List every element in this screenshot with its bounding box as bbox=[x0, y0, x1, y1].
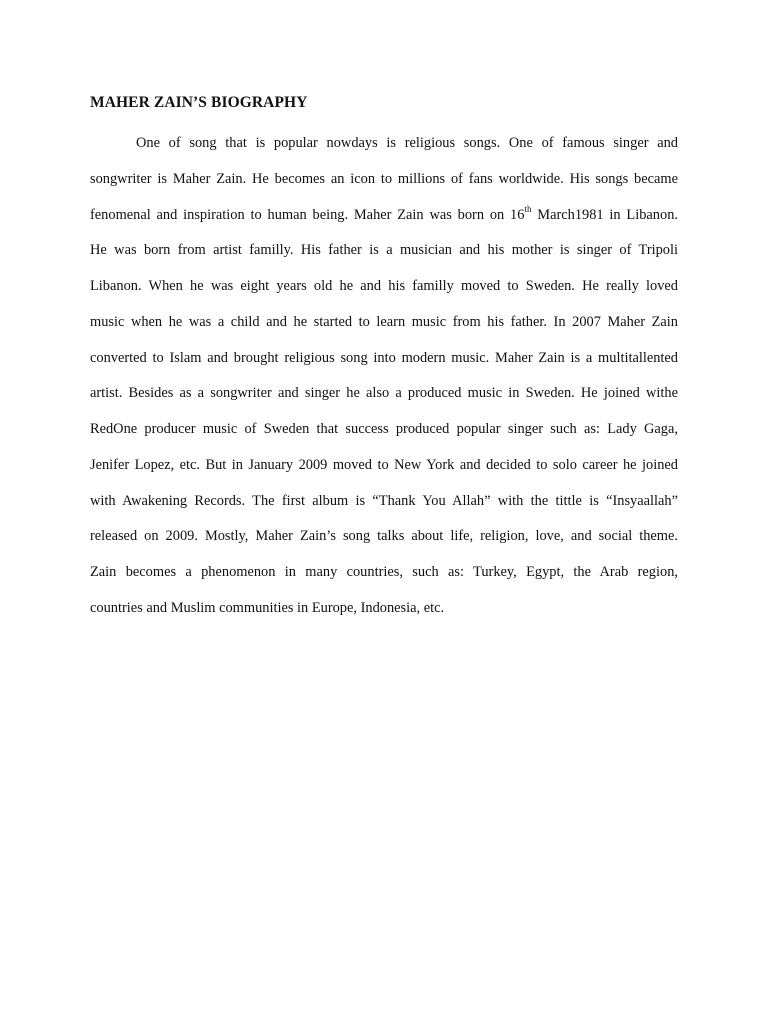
paragraph-line-4: He was born from artist familly. His father is a musician and his mother is singer of Tripoli bbox=[90, 242, 678, 259]
paragraph-line-11: with Awakening Records. The first album is “Thank You Allah” with the tittle is “Insyaallah” bbox=[90, 492, 678, 509]
paragraph-line-6: music when he was a child and he started to learn music from his father. In 2007 Maher Zain bbox=[90, 313, 678, 330]
paragraph-line-1: One of song that is popular nowdays is religious songs. One of famous singer and bbox=[136, 135, 678, 151]
ordinal-suffix: th bbox=[524, 203, 532, 214]
biography-paragraph bbox=[90, 131, 678, 632]
paragraph-line-7: converted to Islam and brought religious song into modern music. Maher Zain is a multitallented bbox=[90, 349, 678, 366]
paragraph-line-10: Jenifer Lopez, etc. But in January 2009 moved to New York and decided to solo career he joined bbox=[90, 456, 678, 473]
paragraph-line-3 bbox=[90, 203, 678, 239]
paragraph-line-5: Libanon. When he was eight years old he and his familly moved to Sweden. He really loved bbox=[90, 278, 678, 294]
paragraph-line-3-text: fenomenal and inspiration to human being. Maher Zain was born on 16 bbox=[90, 206, 525, 223]
paragraph-line-2: songwriter is Maher Zain. He becomes an icon to millions of fans worldwide. His songs became bbox=[90, 170, 678, 187]
paragraph-line-12: released on 2009. Mostly, Maher Zain’s song talks about life, religion, love, and social theme. bbox=[90, 528, 678, 545]
paragraph-line-14: countries and Muslim communities in Europe, Indonesia, etc. bbox=[90, 599, 445, 616]
paragraph-line-3-text-end: March1981 in Libanon. bbox=[531, 206, 678, 223]
paragraph-line-8: artist. Besides as a songwriter and singer he also a produced music in Sweden. He joined withe bbox=[90, 385, 678, 402]
page-title: MAHER ZAIN’S BIOGRAPHY bbox=[90, 94, 308, 111]
paragraph-line-9: RedOne producer music of Sweden that success produced popular singer such as: Lady Gaga, bbox=[90, 421, 678, 437]
paragraph-line-13: Zain becomes a phenomenon in many countries, such as: Turkey, Egypt, the Arab region, bbox=[90, 564, 678, 580]
